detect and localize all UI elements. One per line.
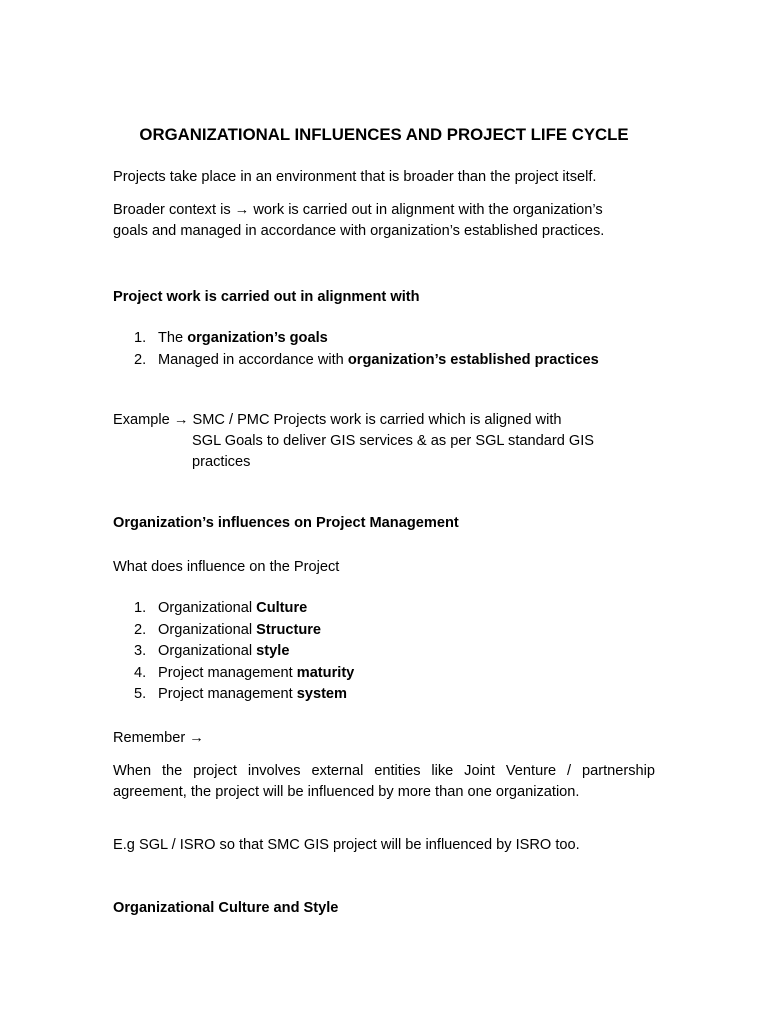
list-item-bold: system (296, 686, 348, 702)
list-number: 1. (134, 330, 147, 346)
list-item-text: Organizational (158, 621, 257, 638)
culture-heading: Organizational Culture and Style (113, 900, 339, 916)
remember-label: Remember → (113, 730, 204, 746)
list-item-text: Organizational (158, 600, 257, 616)
example-label: Example → (113, 412, 193, 428)
influences-heading: Organization’s influences on Project Management (113, 515, 459, 531)
list-item (113, 641, 354, 663)
example-line-3: practices (192, 454, 251, 470)
list-number: 3. (134, 643, 147, 659)
list-item-bold: organization’s established practices (347, 351, 599, 368)
list-number: 4. (134, 664, 147, 681)
list-item-bold: Structure (256, 621, 322, 638)
example-text: SMC / PMC Projects work is carried which is aligned with (192, 412, 562, 428)
list-item (113, 620, 354, 642)
list-number: 2. (134, 351, 147, 368)
intro-paragraph: Projects take place in an environment that is broader than the project itself. (113, 169, 597, 185)
list-item-text: Project management (158, 664, 297, 681)
broader-context-line-2: goals and managed in accordance with organization’s established practices. (113, 223, 605, 239)
influences-list (113, 598, 354, 706)
list-item (113, 684, 354, 706)
example-line-1 (113, 410, 562, 431)
list-item (113, 663, 354, 685)
example-line-2: SGL Goals to deliver GIS services & as per SGL standard GIS (192, 433, 595, 449)
alignment-heading: Project work is carried out in alignment with (113, 289, 420, 305)
example-sentence: E.g SGL / ISRO so that SMC GIS project will be influenced by ISRO too. (113, 837, 580, 853)
list-item (113, 598, 354, 620)
list-item-bold: organization’s goals (187, 330, 328, 346)
alignment-list (113, 328, 599, 371)
broader-context-line-1: Broader context is → work is carried out in alignment with the organization’s (113, 202, 603, 218)
influences-question: What does influence on the Project (113, 559, 340, 575)
list-item (113, 328, 599, 350)
page-title: ORGANIZATIONAL INFLUENCES AND PROJECT LIFE CYCLE (139, 125, 629, 144)
list-number: 1. (134, 600, 147, 616)
list-item (113, 350, 599, 372)
list-item-bold: maturity (296, 664, 355, 681)
list-item-text: Managed in accordance with (158, 351, 348, 368)
list-item-text: Project management (158, 686, 297, 702)
list-item-bold: style (256, 643, 290, 659)
list-number: 2. (134, 621, 147, 638)
remember-paragraph: When the project involves external entities like Joint Venture / partnership agreement, the project will be influenced by more than one organization. (113, 763, 655, 800)
list-item-text: Organizational (158, 643, 257, 659)
list-item-text: The (158, 330, 188, 346)
list-number: 5. (134, 686, 147, 702)
list-item-bold: Culture (256, 600, 308, 616)
